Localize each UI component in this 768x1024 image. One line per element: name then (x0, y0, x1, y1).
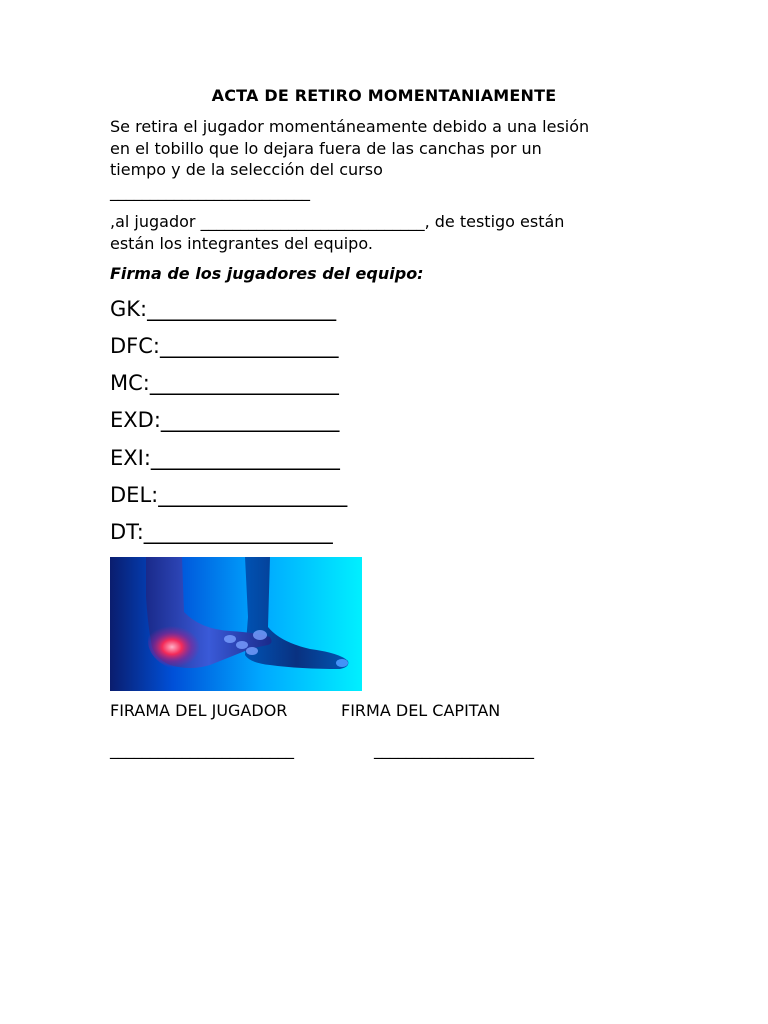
captain-signature-label: FIRMA DEL CAPITAN (341, 701, 501, 720)
player-signature-label: FIRAMA DEL JUGADOR (110, 701, 288, 720)
role-del-line: DEL:__________________ (110, 483, 348, 507)
role-dt-line: DT:__________________ (110, 520, 333, 544)
signatures-heading: Firma de los jugadores del equipo: (110, 264, 424, 283)
witness-paragraph: ,al jugador ____________________________, de testigo están están los integrantes del equipo. (110, 212, 565, 253)
role-gk-line: GK:__________________ (110, 297, 337, 321)
role-exi-line: EXI:__________________ (110, 446, 340, 470)
document-title: ACTA DE RETIRO MOMENTANIAMENTE (211, 86, 557, 105)
ankle-injury-image (110, 557, 362, 691)
role-dfc-line: DFC:_________________ (110, 334, 339, 358)
intro-paragraph: Se retira el jugador momentáneamente debido a una lesión en el tobillo que lo dejara fuera de las canchas por un tiempo y de la selección del curso _________________________ (110, 117, 590, 201)
role-exd-line: EXD:_________________ (110, 408, 340, 432)
player-signature-line: _______________________ (110, 740, 294, 759)
role-mc-line: MC:__________________ (110, 371, 339, 395)
captain-signature-line: ____________________ (374, 740, 534, 759)
